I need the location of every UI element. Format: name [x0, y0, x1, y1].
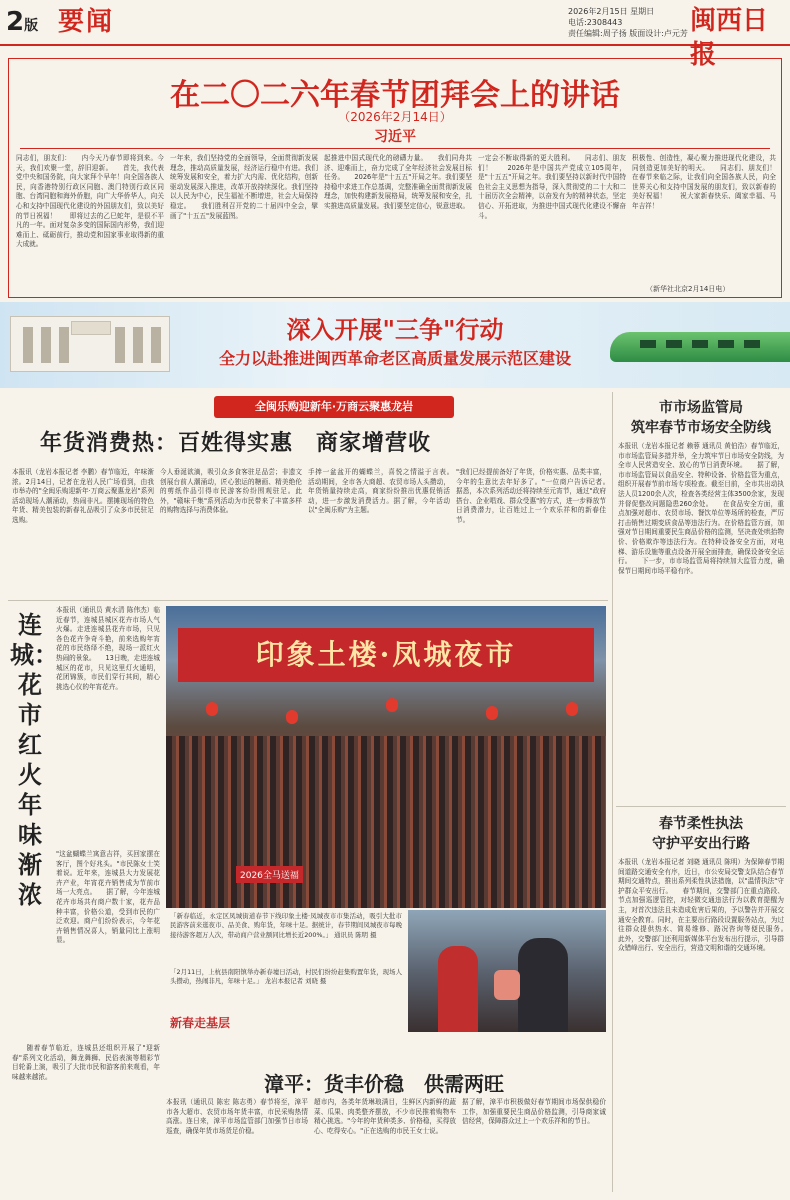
lead-title: 在二〇二六年春节团拜会上的讲话 [170, 78, 620, 113]
lead-signature: （新华社北京2月14日电） [646, 285, 730, 293]
lead-column-3: 起推进中国式现代化的磅礴力量。 我们同舟共济、迎难而上，奋力完成了全年经济社会发展目标任务。 2026年是"十五五"开局之年。我们要坚持稳中求进工作总基调，完整准确全面贯彻新发展理念，加快构建新发展格局，统筹发展和安全，扎实推进高质量发展。我们要坚定信心，锐意进取。 [324, 154, 472, 210]
night-market-photo [166, 606, 606, 908]
lead-date: （2026年2月14日） [338, 110, 452, 124]
lead-column-4: 一定会不断取得新的更大胜利。 同志们、朋友们！ 2026年是中国共产党成立105周年，是"十五五"开局之年。我们要坚持以新时代中国特色社会主义思想为指导，深入贯彻党的二十大和二十届历次全会精神，以奋发有为的精神状态，坚定信心、开拓进取，为推进中国式现代化建设不懈奋斗。 [478, 154, 626, 220]
header-phone: 电话:2308443 [568, 18, 623, 27]
column-label: 新春走基层 [170, 1016, 231, 1030]
story3-column-3: 据了解，漳平市积极做好春节期间市场保供稳价工作，加强重要民生商品价格监测，引导商家诚信经营，保障群众过上一个欢乐祥和的节日。 [462, 1098, 606, 1126]
story1-column-3: 手捧一盆盆开的蝴蝶兰，喜悦之情溢于言表。 活动期间，全市各大商超、农贸市场人头攒动，年货销量持续走高，商家纷纷推出优惠促销活动，进一步激发消费活力。据了解，今年活动以"全闽乐购"为主题。 [308, 468, 450, 515]
lead-column-1: 同志们，朋友们： 内今天乃春节即将到来。今天，我们欢聚一堂，辞旧迎新。 首先，我代表党中央和国务院，向大家拜个早年！向全国各族人民，向香港特别行政区同胞、澳门特别行政区同胞、台湾同胞和海外侨胞，向广大华侨华人，向关心和支持中国现代化建设的外国朋友们，致以美好的节日祝福！ 即将过去的乙巳蛇年，是很不平凡的一年。面对复杂多变的国际国内形势，我们迎难而上、砥砺前行，推动党和国家事业取得新的重大成就。 [16, 154, 164, 249]
photo-tag: 2026全马送福 [236, 866, 303, 883]
lead-column-5: 积极性、创造性，凝心聚力推进现代化建设，共同创造更加美好的明天。 同志们、朋友们！ 在春节来临之际，让我们向全国各族人民，向全世界关心和支持中国发展的朋友们，致以新春的美好祝福！ 祝大家新春快乐、阖家幸福、马年吉祥！ [632, 154, 776, 210]
header-date: 2026年2月15日 星期日 [568, 7, 655, 16]
newspaper-logo: 闽西日报 [690, 6, 769, 70]
story2-title: 连城：花市红火 年味渐浓 [10, 610, 66, 909]
story1-column-2: 今人垂涎欲滴，吸引众多食客驻足品尝；非遗文创展台前人潮涌动，匠心独运的糖画、精美绝伦的剪纸作品引得市民游客纷纷围观驻足。此外，"赣味千集"系列活动为市民带来了丰富多样的购物选择与消费体验。 [160, 468, 302, 515]
sidebar-divider [612, 392, 613, 1192]
story3-title: 漳平：货丰价稳 供需两旺 [264, 1072, 504, 1096]
shopping-photo [408, 910, 606, 1032]
story3-column-2: 超市内，各类年货琳琅满目，生鲜区内新鲜的蔬菜、瓜果、肉类整齐摆放，不少市民推着购物车精心挑选。"今年的年货种类多、价格稳，买得放心、吃得安心。"正在选购的市民王女士说。 [314, 1098, 456, 1135]
story1-tag: 全闽乐购迎新年·万商云聚惠龙岩 [214, 396, 454, 418]
story2-column-1: 本报讯（通讯员 黄水清 陈伟杰）临近春节，连城县城区花卉市场人气火爆。走进连城县花卉市场，只见各色花卉争奇斗艳，前来选购年宵花的市民络绎不绝，现场一派红火热闹的景象。 13日晚，走进连城城区的花市，只见这里灯火通明，花团锦簇，市民们穿行其间，精心挑选心仪的年宵花卉。 [56, 606, 160, 691]
header-editors: 责任编辑:周子扬 版面设计:卢元芳 [568, 29, 688, 38]
photo-sign: 印象土楼·凤城夜市 [178, 628, 594, 682]
header-info [568, 6, 688, 39]
story3-column-1: 本报讯（通讯员 陈宏 陈志勇）春节将至，漳平市各大超市、农贸市场年货丰富，市民采购热情高涨。连日来，漳平市场监管部门加强节日市场巡查，确保年货市场货足价稳。 [166, 1098, 308, 1135]
page-section: 要闻 [58, 7, 115, 37]
story1-column-4: "我们已经提前备好了年货，价格实惠、品类丰富，今年的生意比去年好多了。"一位商户告诉记者。 据悉，本次系列活动还将持续至元宵节，通过"政府搭台、企业唱戏、群众受惠"的方式，进一步释放节日消费潜力，让百姓过上一个欢乐祥和的新春佳节。 [456, 468, 606, 524]
page-header [0, 0, 790, 70]
divider [8, 600, 608, 601]
side2-title: 春节柔性执法 守护平安出行路 [652, 816, 750, 852]
lead-author: 习近平 [374, 129, 416, 145]
story1-column-1: 本报讯（龙岩本报记者 李鹏）春节临近，年味渐浓。2月14日，记者在龙岩人民广场看到，由我市举办的"全闽乐购迎新年·万商云聚惠龙岩"系列活动现场人潮涌动，热闹非凡。摆摊现场的特色年货、精美包装的新春礼品吸引了众多市民驻足选购。 [12, 468, 154, 524]
story2-column-2: "这盆蝴蝶兰寓意吉祥，买回家摆在客厅，图个好兆头。"市民陈女士笑着说。近年来，连城县大力发展花卉产业，年宵花卉销售成为节前市场一大亮点。 据了解，今年连城花卉市场共有商户数十家，花卉品种丰富，价格公道，受到市民的广泛欢迎。商户们纷纷表示，今年花卉销售情况喜人，销量同比上涨明显。 [56, 850, 160, 945]
lead-column-2: 一年来，我们坚持党的全面领导，全面贯彻新发展理念，推动高质量发展，经济运行稳中有进。我们统筹发展和安全，着力扩大内需、优化结构，创新驱动发展深入推进，改革开放持续深化。我们坚持以人民为中心，民生福祉不断增进，社会大局保持稳定。 我们胜利召开党的二十届四中全会，擘画了"十五五"发展蓝图。 [170, 154, 318, 220]
side1-title: 市市场监管局 筑牢春节市场安全防线 [631, 400, 771, 436]
banner-subtitle: 全力以赴推进闽西革命老区高质量发展示范区建设 [218, 349, 571, 368]
story2-column-3: 随着春节临近，连城县还组织开展了"迎新春"系列文化活动，舞龙舞狮、民俗表演等精彩节目轮番上演，吸引了大批市民和游客前来观看，年味越来越浓。 [12, 1044, 160, 1081]
side1-body: 本报讯（龙岩本报记者 赖蓉 通讯员 黄伯浩）春节临近，市市场监管局多措并举，全力筑牢节日市场安全防线，为全市人民营造安全、放心的节日消费环境。 据了解，市市场监管局以食品安全、特种设备、价格监管为重点，组织开展春节前市场专项检查。截至目前，全市共出动执法人员1200余人次，检查各类经营主体3500余家，发现并督促整改问题隐患260余处。 在食品安全方面，重点加强对超市、农贸市场、餐饮单位等场所的检查，严厉打击销售过期变质食品等违法行为。在价格监管方面，加强对节日期间重要民生商品价格的监测，坚决查处哄抬物价、价格欺诈等违法行为。在特种设备安全方面，对电梯、游乐设施等重点设备开展全面排查，确保设备安全运行。 下一步，市市场监管局将持续加大监管力度，确保节日期间市场平稳有序。 [618, 442, 784, 575]
crowd-illustration [166, 736, 606, 908]
side2-body: 本报讯（龙岩本报记者 刘晓 通讯员 陈明）为保障春节期间道路交通安全有序，近日，市公安局交警支队结合春节期间交通特点，推出系列柔性执法措施，以"温情执法"守护群众平安出行。 春节期间，交警部门在重点路段、节点加强巡逻管控，对轻微交通违法行为以教育提醒为主，对首次违法且未造成危害后果的，予以警告并开展交通安全教育。同时，在主要出行路段设置服务站点，为过往群众提供热水、简易维修、路况咨询等便民服务。 此外，交警部门还利用新媒体平台发布出行提示，引导群众错峰出行、安全出行，营造文明和谐的交通环境。 [618, 858, 784, 953]
photo1-caption: 「新春临近，永定区凤城街道春节下线印象土楼·凤城夜市市集活动，吸引大批市民游客前来逛夜市、品美食、购年货，年味十足。据统计，春节期间凤城夜市每晚接待游客超万人次，带动商户营业额同比增长近200%。」 通讯员 陈明 摄 [170, 912, 402, 939]
photo2-caption: 「2月11日，上杭县南阳镇举办新春墟日活动，村民们纷纷赶集购置年货，现场人头攒动，热闹非凡，年味十足。」 龙岩本报记者 刘晓 摄 [170, 968, 402, 986]
lead-rule [20, 148, 770, 149]
page-number: 2版 [6, 7, 39, 37]
banner-title: 深入开展"三争"行动 [286, 315, 504, 344]
story1-title: 年货消费热：百姓得实惠 商家增营收 [40, 430, 432, 456]
